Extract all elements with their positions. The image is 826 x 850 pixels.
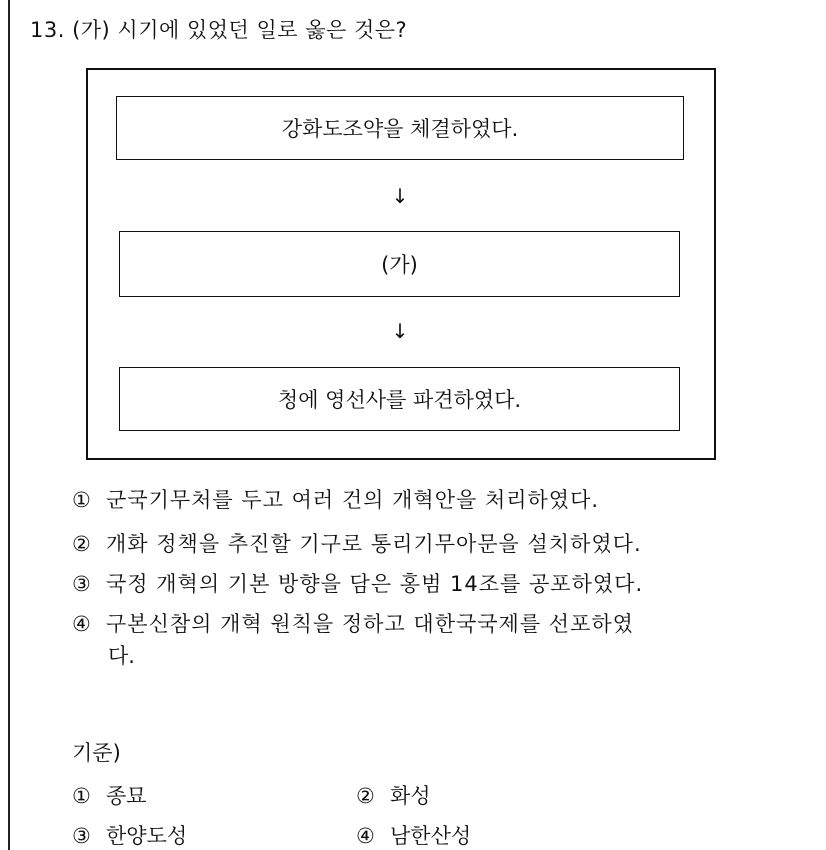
choice-number: ② — [72, 532, 92, 556]
timeline-step-blank: (가) — [119, 231, 680, 297]
criteria-option-2[interactable] — [356, 780, 431, 810]
choice-4[interactable] — [72, 608, 634, 638]
timeline-step-3: 청에 영선사를 파견하였다. — [119, 367, 680, 431]
down-arrow-icon: ↓ — [391, 319, 409, 343]
criteria-label: 기준) — [72, 741, 121, 765]
choice-4-continuation: 다. — [108, 644, 135, 668]
choice-text: 개화 정책을 추진할 기구로 통리기무아문을 설치하였다. — [106, 532, 642, 556]
choice-text: 구본신참의 개혁 원칙을 정하고 대한국국제를 선포하였 — [106, 612, 634, 636]
option-text: 남한산성 — [390, 824, 472, 848]
choice-2[interactable] — [72, 528, 642, 558]
option-text: 한양도성 — [106, 824, 188, 848]
choice-number: ③ — [72, 572, 92, 596]
left-border — [8, 0, 10, 850]
choice-3[interactable] — [72, 568, 643, 598]
option-number: ③ — [72, 824, 91, 848]
option-text: 화성 — [390, 784, 431, 808]
question-title: 13. (가) 시기에 있었던 일로 옳은 것은? — [30, 18, 408, 42]
criteria-option-4[interactable] — [356, 820, 471, 850]
choice-1[interactable] — [72, 484, 599, 514]
criteria-option-1[interactable] — [72, 780, 147, 810]
choice-number: ④ — [72, 612, 92, 636]
choice-number: ① — [72, 488, 92, 512]
timeline-step-1: 강화도조약을 체결하였다. — [116, 96, 684, 160]
option-number: ② — [356, 784, 375, 808]
option-number: ① — [72, 784, 91, 808]
criteria-option-3[interactable] — [72, 820, 187, 850]
option-text: 종묘 — [106, 784, 147, 808]
choice-text: 국정 개혁의 기본 방향을 담은 홍범 14조를 공포하였다. — [106, 572, 644, 596]
option-number: ④ — [356, 824, 375, 848]
down-arrow-icon: ↓ — [391, 184, 409, 208]
choice-text: 군국기무처를 두고 여러 건의 개혁안을 처리하였다. — [106, 488, 600, 512]
